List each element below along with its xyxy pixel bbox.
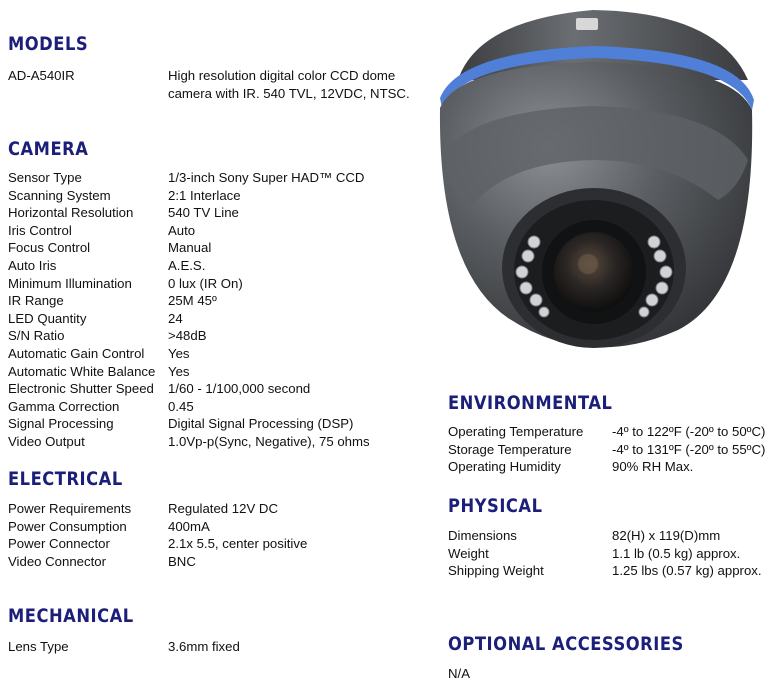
spec-value: 0.45 <box>168 398 194 414</box>
spec-label: Electronic Shutter Speed <box>8 381 154 397</box>
spec-label: Weight <box>448 545 489 561</box>
spec-label: Signal Processing <box>8 416 114 432</box>
spec-value: 1.0Vp-p(Sync, Negative), 75 ohms <box>168 433 370 449</box>
spec-value: Manual <box>168 240 212 256</box>
spec-value: 1.1 lb (0.5 kg) approx. <box>612 545 741 561</box>
spec-value: 1.25 lbs (0.57 kg) approx. <box>612 563 762 579</box>
section-title-physical: PHYSICAL <box>448 495 543 517</box>
spec-label: Power Consumption <box>8 518 127 534</box>
spec-label: Dimensions <box>448 528 517 543</box>
spec-value: 2.1x 5.5, center positive <box>168 536 308 552</box>
spec-label: Automatic White Balance <box>8 363 156 379</box>
spec-label: Scanning System <box>8 187 111 203</box>
spec-label: Minimum Illumination <box>8 275 132 291</box>
spec-label: Power Requirements <box>8 501 132 516</box>
spec-value: 1/60 - 1/100,000 second <box>168 381 311 397</box>
spec-value: Regulated 12V DC <box>168 501 278 516</box>
spec-label: Operating Humidity <box>448 459 561 475</box>
section-title-environmental: ENVIRONMENTAL <box>448 392 613 414</box>
spec-value: Digital Signal Processing (DSP) <box>168 416 354 432</box>
spec-value: 400mA <box>168 518 210 534</box>
spec-label: Video Connector <box>8 553 106 569</box>
dome-camera-image <box>418 0 768 372</box>
model-description <box>168 67 410 102</box>
spec-value: BNC <box>168 553 196 569</box>
spec-label: Sensor Type <box>8 170 82 185</box>
spec-value: -4º to 131ºF (-20º to 55ºC) <box>612 441 766 457</box>
spec-value: Auto <box>168 222 196 238</box>
spec-label: Horizontal Resolution <box>8 205 134 221</box>
model-description-line: High resolution digital color CCD dome <box>168 68 396 83</box>
spec-value: A.E.S. <box>168 257 206 273</box>
spec-value: 25M 45º <box>168 293 217 309</box>
spec-value: 82(H) x 119(D)mm <box>612 528 721 543</box>
spec-label: Power Connector <box>8 536 110 552</box>
spec-value: Yes <box>168 363 190 379</box>
section-title-mechanical: MECHANICAL <box>8 605 134 627</box>
spec-label: Lens Type <box>8 639 69 654</box>
spec-value: 0 lux (IR On) <box>168 275 243 291</box>
model-number: AD-A540IR <box>8 68 75 83</box>
spec-value: 90% RH Max. <box>612 459 694 475</box>
spec-value: 2:1 Interlace <box>168 187 241 203</box>
spec-value: 540 TV Line <box>168 205 239 221</box>
spec-label: Auto Iris <box>8 257 57 273</box>
spec-label: Video Output <box>8 433 85 449</box>
spec-label: Operating Temperature <box>448 424 584 439</box>
spec-value: >48dB <box>168 328 207 344</box>
spec-label: S/N Ratio <box>8 328 65 344</box>
spec-label: IR Range <box>8 293 64 309</box>
section-title-optional-accessories: OPTIONAL ACCESSORIES <box>448 633 684 655</box>
spec-label: Gamma Correction <box>8 398 120 414</box>
spec-label: LED Quantity <box>8 310 87 326</box>
model-description-line: camera with IR. 540 TVL, 12VDC, NTSC. <box>168 85 410 101</box>
section-title-models: MODELS <box>8 33 89 55</box>
spec-value: 1/3-inch Sony Super HAD™ CCD <box>168 170 365 185</box>
spec-value: 3.6mm fixed <box>168 639 240 654</box>
section-title-camera: CAMERA <box>8 138 89 160</box>
spec-value: 24 <box>168 310 183 326</box>
accessories-text: N/A <box>448 666 470 681</box>
spec-label: Automatic Gain Control <box>8 345 145 361</box>
section-title-electrical: ELECTRICAL <box>8 468 123 490</box>
spec-value: Yes <box>168 345 190 361</box>
spec-value: -4º to 122ºF (-20º to 50ºC) <box>612 424 766 439</box>
spec-label: Storage Temperature <box>448 441 572 457</box>
spec-label: Focus Control <box>8 240 91 256</box>
spec-label: Shipping Weight <box>448 563 544 579</box>
spec-label: Iris Control <box>8 222 72 238</box>
